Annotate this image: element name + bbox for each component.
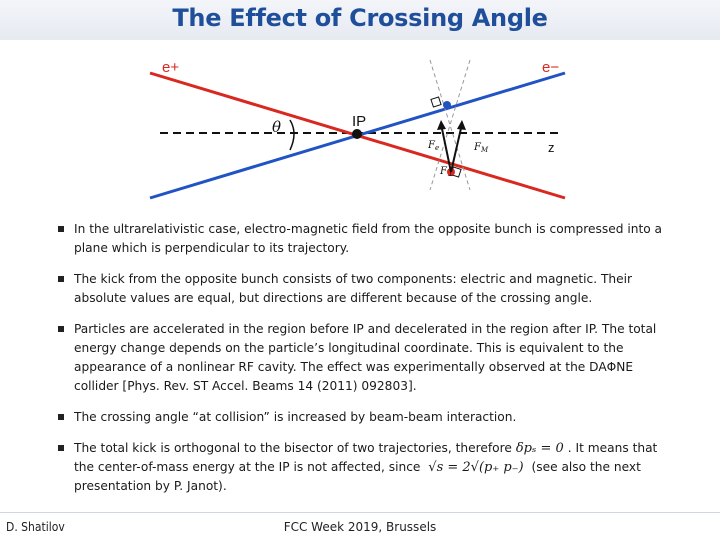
bullet-item [56, 439, 676, 496]
bullet-text: The kick from the opposite bunch consists of two components: electric and magnetic. Their absolute values are equal, but directions are different because of the crossing angle. [74, 272, 633, 305]
bullet-text: In the ultrarelativistic case, electro-magnetic field from the opposite bunch is compressed into a plane which is perpendicular to its trajectory. [74, 222, 663, 255]
bullet-item [56, 220, 676, 258]
footer-event: FCC Week 2019, Brussels [283, 520, 437, 534]
crossing-angle-diagram [0, 40, 720, 210]
bullet-text-part2: . It means that the center-of-mass energy at the IP is not affected, since [74, 441, 658, 474]
bullet-text: Particles are accelerated in the region before IP and decelerated in the region after IP. The total energy change depends on the particle’s longitudinal coordinate. This is equivalent to the appearance of a nonlinear RF cavity. The effect was experimentally observed at the DAΦNE collider [Phys. Rev. ST Accel. Beams 14 (2011) 092803]. [74, 322, 657, 393]
bullet-item [56, 408, 676, 427]
ip-point [352, 129, 362, 139]
right-angle-marker-top [431, 97, 441, 107]
bullet-marker [58, 414, 64, 420]
fm-arrowhead [457, 120, 466, 130]
ip-label: IP [352, 113, 367, 130]
fe-label: $F_e$ [428, 140, 440, 152]
bullet-marker [58, 226, 64, 232]
bullet-marker [58, 445, 64, 451]
fm-label: $F_M$ [474, 142, 489, 154]
bullet-item [56, 320, 676, 396]
bullet-item [56, 270, 676, 308]
e-plus-label: e+ [162, 59, 180, 76]
delta-ps-formula: δpₛ = 0 [515, 441, 564, 456]
sqrt-s-formula: √s = 2√(p₊ p₋) [428, 460, 524, 475]
particle-blue [443, 101, 451, 109]
bullet-marker [58, 276, 64, 282]
footer-author: D. Shatilov [6, 520, 65, 534]
theta-arc [290, 120, 294, 150]
bullet-text: The crossing angle “at collision” is increased by beam-beam interaction. [74, 410, 517, 424]
fe-arrowhead [437, 120, 446, 130]
theta-label: θ [272, 118, 282, 136]
e-minus-label: e− [542, 59, 560, 76]
bullet-text-part3: (see also the next presentation by P. Janot). [74, 460, 641, 493]
fperp-label: $F_\perp$ [440, 166, 454, 178]
bullet-marker [58, 326, 64, 332]
slide-title: The Effect of Crossing Angle [172, 4, 548, 32]
bullet-text-part1: The total kick is orthogonal to the bisector of two trajectories, therefore [74, 441, 512, 455]
footer-divider [0, 512, 720, 513]
z-label: z [548, 140, 555, 155]
bullet-list [56, 220, 676, 496]
